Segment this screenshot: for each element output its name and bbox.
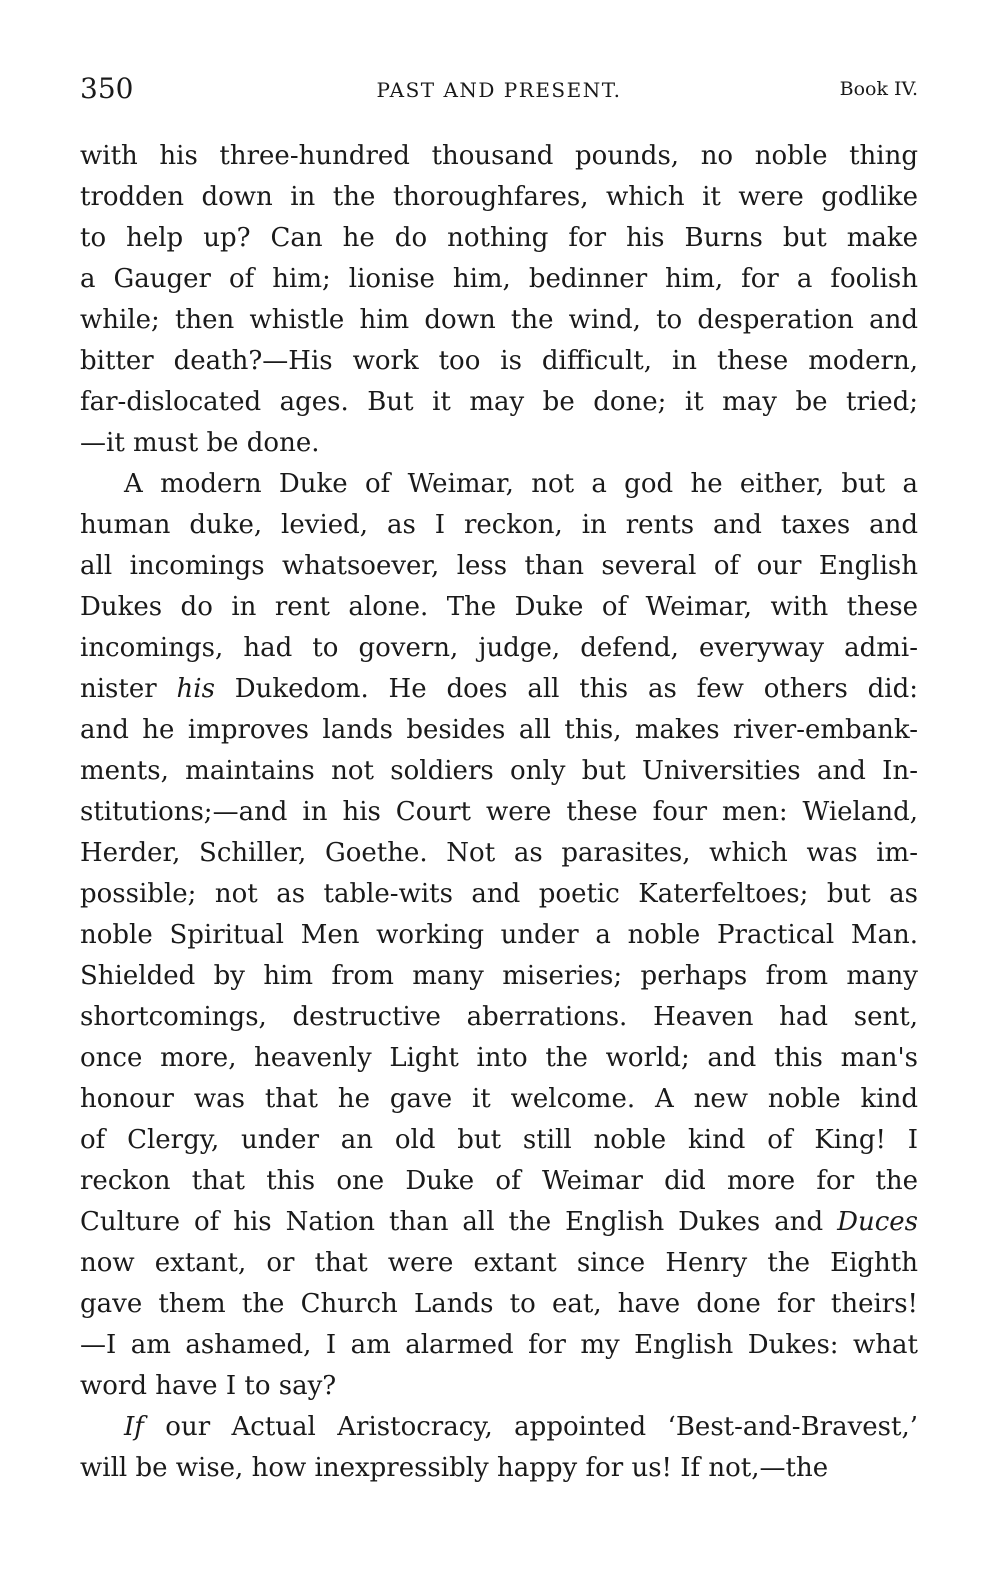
text-line: all incomings whatsoever, less than several of our English [80,551,918,581]
text-line: now extant, or that were extant since Henry the Eighth [80,1248,918,1278]
text-line: Culture of his Nation than all the English Dukes and Duces [80,1207,918,1237]
text-line: while; then whistle him down the wind, to desperation and [80,305,918,335]
running-title: PAST AND PRESENT. [376,78,622,102]
text-line: word have I to say? [80,1371,337,1401]
text-line: Dukes do in rent alone. The Duke of Weimar, with these [80,592,918,622]
text-line: human duke, levied, as I reckon, in rents and taxes and [80,510,918,540]
italic-word: Duces [837,1207,918,1237]
text-line: ments, maintains not soldiers only but Universities and In- [80,756,918,786]
book-reference: Book IV. [839,78,918,100]
text-line: a Gauger of him; lionise him, bedinner him, for a foolish [80,264,918,294]
paragraph [80,464,918,1407]
paragraph [80,136,918,464]
text-line: shortcomings, destructive aberrations. Heaven had sent, [80,1002,918,1032]
text-line: of Clergy, under an old but still noble kind of King! I [80,1125,918,1155]
text-line: A modern Duke of Weimar, not a god he either, but a [124,469,918,499]
text-line: reckon that this one Duke of Weimar did more for the [80,1166,918,1196]
text-line: If our Actual Aristocracy, appointed ‘Best-and-Bravest,’ [124,1412,918,1442]
text-line: Shielded by him from many miseries; perhaps from many [80,961,918,991]
text-line: incomings, had to govern, judge, defend, everyway admi- [80,633,918,663]
text-line: to help up? Can he do nothing for his Burns but make [80,223,918,253]
text-line: possible; not as table-wits and poetic Katerfeltoes; but as [80,879,918,909]
page-header [80,72,918,112]
italic-word: his [176,674,215,704]
paragraph [80,1407,918,1489]
text-line: will be wise, how inexpressibly happy for us! If not,—the [80,1453,829,1483]
text-line: stitutions;—and in his Court were these four men: Wieland, [80,797,918,827]
text-line: and he improves lands besides all this, makes river-embank- [80,715,918,745]
text-line: once more, heavenly Light into the world; and this man's [80,1043,918,1073]
text-line: nister his Dukedom. He does all this as few others did: [80,674,918,704]
page-number: 350 [80,72,134,105]
text-line: gave them the Church Lands to eat, have done for theirs! [80,1289,918,1319]
text-line: noble Spiritual Men working under a noble Practical Man. [80,920,918,950]
body-text [80,136,918,1489]
text-line: Herder, Schiller, Goethe. Not as parasites, which was im- [80,838,918,868]
text-line: with his three-hundred thousand pounds, no noble thing [80,141,918,171]
text-line: —I am ashamed, I am alarmed for my English Dukes: what [80,1330,918,1360]
text-line: trodden down in the thoroughfares, which it were godlike [80,182,918,212]
text-line: bitter death?—His work too is difficult, in these modern, [80,346,918,376]
text-line: far-dislocated ages. But it may be done; it may be tried; [80,387,918,417]
text-line: honour was that he gave it welcome. A new noble kind [80,1084,918,1114]
italic-word: If [124,1412,144,1442]
text-line: —it must be done. [80,428,320,458]
